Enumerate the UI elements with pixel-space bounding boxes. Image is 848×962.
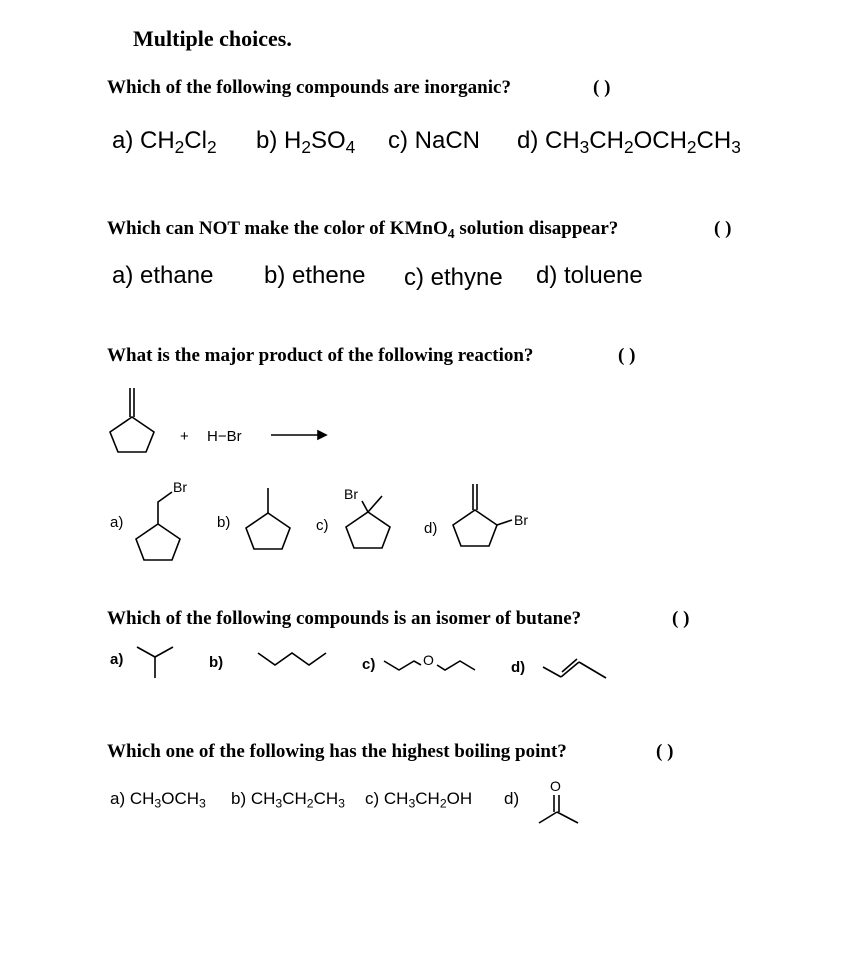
q3-d-br-label: Br: [514, 512, 528, 528]
question-1-answer-blank: ( ): [593, 77, 611, 98]
q3-a-br-label: Br: [173, 479, 187, 495]
q3-label-b: b): [217, 514, 231, 531]
question-4-text: Which of the following compounds is an isomer of butane?: [107, 608, 582, 629]
q2-option-d: d) toluene: [536, 262, 643, 289]
q5-option-d: d): [504, 789, 520, 808]
q4-label-a: a): [110, 651, 124, 668]
q3-c-br-label: Br: [344, 486, 358, 502]
q5-option-b: b) $CH_3CH_2CH_3$: [231, 789, 345, 811]
q2-option-c: c) ethyne: [404, 264, 503, 291]
q4-label-c: c): [362, 656, 376, 673]
q5-option-a: a) $CH_3OCH_3$: [110, 789, 206, 811]
q5-option-c: c) $CH_3CH_2OH$: [365, 789, 473, 811]
q1-option-b: b) $H_2SO_4$: [256, 127, 356, 157]
q1-option-d: d) $CH_3CH_2OCH_2CH_3$: [517, 127, 741, 157]
question-5-text: Which one of the following has the highest boiling point?: [107, 741, 567, 762]
q4-label-d: d): [511, 659, 526, 676]
q4-c-o-label: O: [423, 652, 434, 668]
q3-label-d: d): [424, 520, 438, 537]
q1-option-a: a) $CH_2Cl_2$: [112, 127, 217, 157]
q4-label-b: b): [209, 654, 224, 671]
q2-option-a: a) ethane: [112, 262, 214, 289]
q3-label-a: a): [110, 514, 124, 531]
reaction-plus: +: [180, 428, 189, 445]
reagent-hbr: H−Br: [207, 428, 242, 445]
q5-o-label: O: [550, 778, 561, 794]
question-5-answer-blank: ( ): [656, 741, 674, 762]
question-2-text: Which can NOT make the color of KMnO$_4$ solution disappear?: [107, 218, 619, 241]
question-2-answer-blank: ( ): [714, 218, 732, 239]
q1-option-c: c) NaCN: [388, 127, 481, 154]
q3-label-c: c): [316, 517, 329, 534]
question-3-text: What is the major product of the following reaction?: [107, 345, 534, 366]
q2-option-b: b) ethene: [264, 262, 366, 289]
question-3-answer-blank: ( ): [618, 345, 636, 366]
page-title: Multiple choices.: [133, 26, 292, 51]
question-1-text: Which of the following compounds are inorganic?: [107, 77, 511, 98]
question-4-answer-blank: ( ): [672, 608, 690, 629]
